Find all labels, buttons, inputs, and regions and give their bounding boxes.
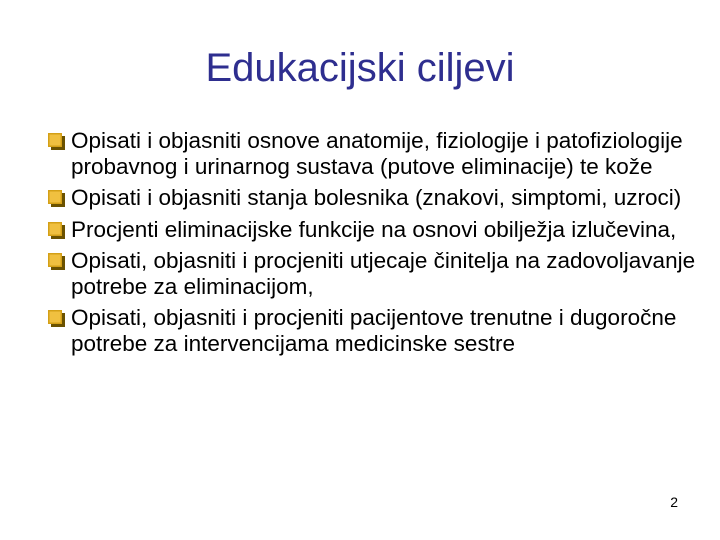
page-number: 2 (670, 494, 678, 510)
bullet-item (48, 128, 696, 179)
bullet-item (48, 248, 696, 299)
bullet-text: Procjenti eliminacijske funkcije na osnovi obilježja izlučevina, (71, 216, 677, 242)
bullet-text: Opisati, objasniti i procjeniti utjecaje činitelja na zadovoljavanje potrebe za eliminacijom, (71, 248, 696, 299)
checkbox-bullet-icon (48, 310, 65, 327)
bullet-item (48, 217, 696, 243)
slide-title: Edukacijski ciljevi (205, 46, 515, 90)
bullet-text: Opisati i objasniti osnove anatomije, fiziologije i patofiziologije probavnog i urinarnog sustava (putove eliminacije) te kože (71, 128, 683, 179)
bullet-item (48, 185, 696, 211)
bullet-list (48, 128, 696, 362)
checkbox-bullet-icon (48, 222, 65, 239)
checkbox-bullet-icon (48, 190, 65, 207)
checkbox-bullet-icon (48, 133, 65, 150)
checkbox-bullet-icon (48, 253, 65, 270)
bullet-text: Opisati i objasniti stanja bolesnika (znakovi, simptomi, uzroci) (71, 185, 682, 210)
bullet-item (48, 305, 696, 356)
bullet-text: Opisati, objasniti i procjeniti pacijentove trenutne i dugoročne potrebe za intervencijama medicinske sestre (71, 305, 677, 356)
